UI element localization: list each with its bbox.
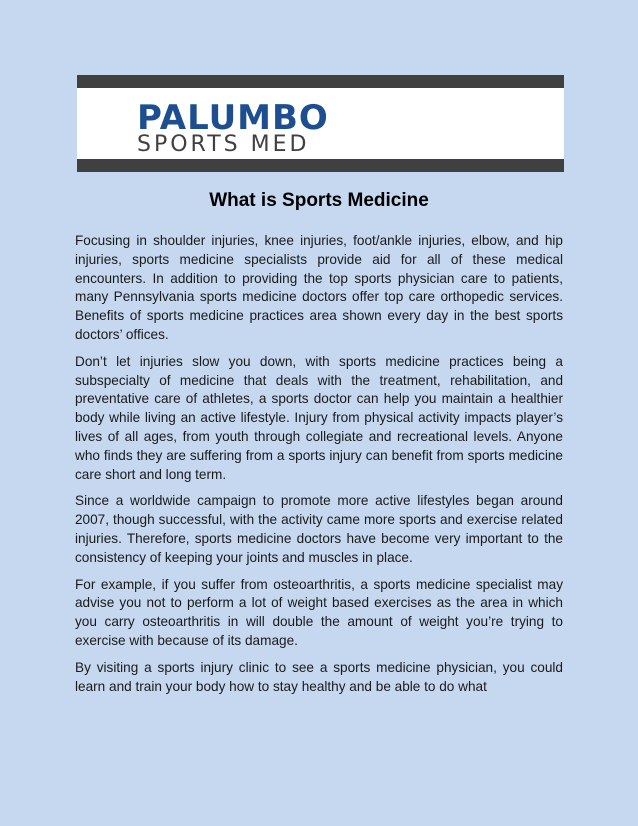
page-title: What is Sports Medicine xyxy=(209,190,429,211)
logo-line-2: SPORTS MED xyxy=(137,132,310,157)
palumbo-sports-med-logo xyxy=(137,98,329,157)
logo-line-1: PALUMBO xyxy=(137,98,329,138)
article-body xyxy=(75,232,563,704)
paragraph-2: Don’t let injuries slow you down, with sports medicine practices being a subspecialty of medicine that deals with the treatment, rehabilitation, and preventative care of athletes, a sports doctor can help you maintain a healthier body while living an active lifestyle. Injury from physical activity impacts player’s lives of all ages, from youth through collegiate and recreational levels. Anyone who finds they are suffering from a sports injury can benefit from sports medicine care short and long term. xyxy=(75,353,563,482)
header-banner xyxy=(77,75,564,172)
paragraph-5: By visiting a sports injury clinic to see a sports medicine physician, you could learn and train your body how to stay healthy and be able to do what xyxy=(75,659,563,694)
paragraph-1: Focusing in shoulder injuries, knee injuries, foot/ankle injuries, elbow, and hip injuries, sports medicine specialists provide aid for all of these medical encounters. In addition to providing the top sports physician care to patients, many Pennsylvania sports medicine doctors offer top care orthopedic services. Benefits of sports medicine practices area shown every day in the best sports doctors’ offices. xyxy=(75,233,563,342)
paragraph-3: Since a worldwide campaign to promote more active lifestyles began around 2007, though successful, with the activity came more sports and exercise related injuries. Therefore, sports medicine doctors have become very important to the consistency of keeping your joints and muscles in place. xyxy=(75,493,563,565)
paragraph-4: For example, if you suffer from osteoarthritis, a sports medicine specialist may advise you not to perform a lot of weight based exercises as the area in which you carry osteoarthritis in will double the amount of weight you’re trying to exercise with because of its damage. xyxy=(75,576,563,648)
